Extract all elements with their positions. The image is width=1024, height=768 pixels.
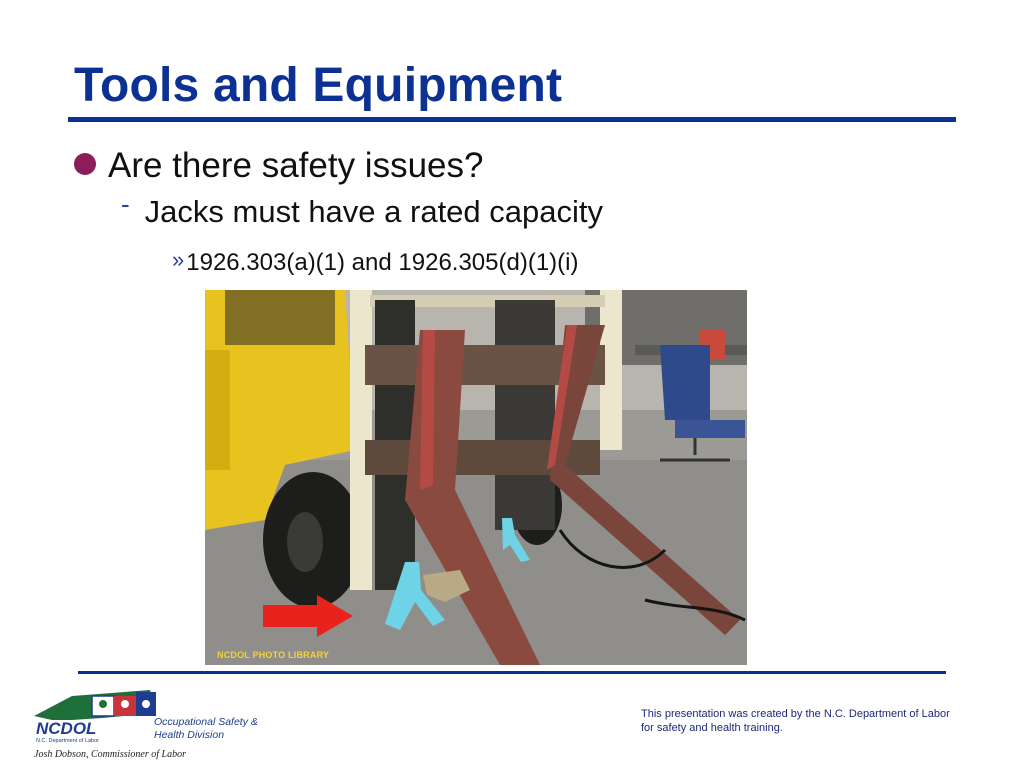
footer-rule bbox=[78, 671, 946, 674]
bullet-level2 bbox=[121, 189, 603, 230]
logo-ncdol-text: NCDOL bbox=[36, 719, 97, 738]
footer-note: This presentation was created by the N.C. Department of Labor for safety and health training. bbox=[641, 708, 950, 734]
bullet-level1-text: Are there safety issues? bbox=[108, 146, 484, 185]
dash-marker-icon: - bbox=[121, 189, 130, 219]
logo-department-text: N.C. Department of Labor bbox=[36, 738, 99, 744]
forklift-photo bbox=[205, 290, 747, 665]
commissioner-text: Josh Dobson, Commissioner of Labor bbox=[34, 749, 186, 760]
slide-title: Tools and Equipment bbox=[74, 59, 563, 112]
bullet-level3-text: 1926.303(a)(1) and 1926.305(d)(1)(i) bbox=[186, 249, 579, 276]
bullet-level1 bbox=[74, 146, 483, 186]
bullet-level3 bbox=[172, 249, 578, 277]
bullet-dot-icon bbox=[74, 153, 96, 175]
photo-watermark: NCDOL PHOTO LIBRARY bbox=[217, 650, 330, 660]
bullet-level2-text: Jacks must have a rated capacity bbox=[144, 194, 603, 229]
ncdol-logo bbox=[32, 686, 262, 764]
title-underline bbox=[68, 117, 956, 122]
forklift-on-jack-stands-photo bbox=[205, 290, 747, 665]
raquo-marker-icon: » bbox=[172, 247, 185, 272]
logo-division-text: Occupational Safety & Health Division bbox=[154, 716, 258, 741]
